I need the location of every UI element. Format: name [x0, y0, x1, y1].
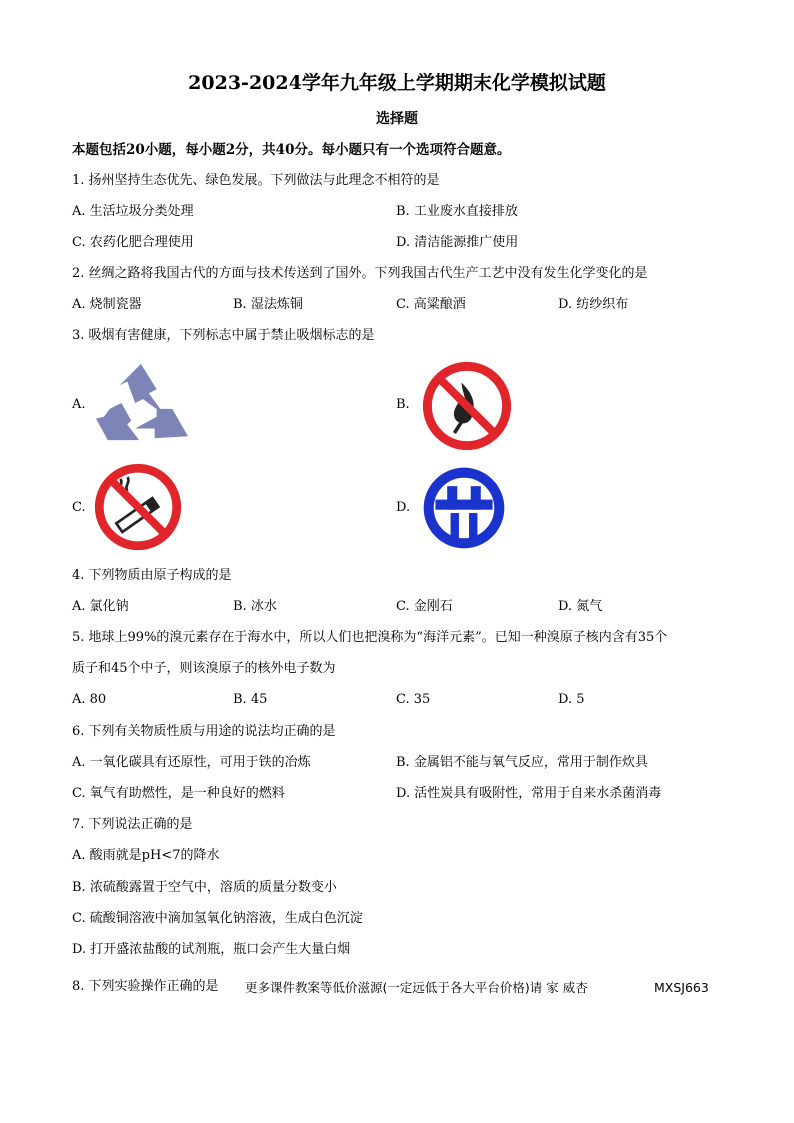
q3-option-d: D. [396, 500, 411, 515]
q6-stem: 6. 下列有关物质性质与用途的说法均正确的是 [72, 724, 336, 739]
q4-option-d: D. 氮气 [558, 599, 603, 614]
q1-option-a: A. 生活垃圾分类处理 [72, 204, 194, 219]
q2-option-d: D. 纺纱织布 [558, 297, 629, 312]
q5-option-b: B. 45 [233, 692, 268, 707]
q1-option-b: B. 工业废水直接排放 [396, 204, 518, 219]
no-fire-icon [422, 361, 512, 451]
q1-option-c: C. 农药化肥合理使用 [72, 235, 194, 250]
q7-option-a: A. 酸雨就是pH<7的降水 [72, 848, 220, 863]
instructions: 本题包括20小题，每小题2分，共40分。每小题只有一个选项符合题意。 [72, 142, 511, 158]
q7-option-b: B. 浓硫酸露置于空气中，溶质的质量分数变小 [72, 880, 337, 895]
q5-stem-line2: 质子和45个中子，则该溴原子的核外电子数为 [72, 661, 336, 676]
q4-stem: 4. 下列物质由原子构成的是 [72, 568, 232, 583]
no-smoking-icon [94, 463, 182, 551]
watermark-text: 更多课件教案等低价滋源(一定远低于各大平台价格)请 家 威杏 [245, 980, 588, 995]
q2-stem: 2. 丝绸之路将我国古代的方面与技术传送到了国外。下列我国古代生产工艺中没有发生化学变化的是 [72, 266, 648, 281]
q2-option-c: C. 高粱酿酒 [396, 297, 466, 312]
q4-option-c: C. 金刚石 [396, 599, 453, 614]
section-heading: 选择题 [376, 111, 418, 127]
q2-option-a: A. 烧制瓷器 [72, 297, 142, 312]
water-saving-icon [422, 465, 506, 551]
recycle-icon [92, 360, 190, 448]
q3-option-c: C. [72, 500, 86, 515]
q1-stem: 1. 扬州坚持生态优先、绿色发展。下列做法与此理念不相符的是 [72, 173, 440, 188]
q5-option-a: A. 80 [72, 692, 107, 707]
q4-option-a: A. 氯化钠 [72, 599, 129, 614]
q5-option-c: C. 35 [396, 692, 431, 707]
page-title: 2023-2024学年九年级上学期期末化学模拟试题 [188, 72, 606, 94]
q1-option-d: D. 清洁能源推广使用 [396, 235, 519, 250]
q3-option-a: A. [72, 397, 86, 412]
q7-option-c: C. 硫酸铜溶液中滴加氢氧化钠溶液，生成白色沉淀 [72, 911, 363, 926]
q8-stem: 8. 下列实验操作正确的是 [72, 979, 219, 994]
q6-option-c: C. 氧气有助燃性，是一种良好的燃料 [72, 786, 285, 801]
q3-stem: 3. 吸烟有害健康，下列标志中属于禁止吸烟标志的是 [72, 328, 375, 343]
q7-stem: 7. 下列说法正确的是 [72, 817, 193, 832]
q6-option-d: D. 活性炭具有吸附性，常用于自来水杀菌消毒 [396, 786, 662, 801]
q7-option-d: D. 打开盛浓盐酸的试剂瓶，瓶口会产生大量白烟 [72, 942, 351, 957]
q5-stem-line1: 5. 地球上99%的溴元素存在于海水中，所以人们也把溴称为“海洋元素”。已知一种溴原子核内含有35个 [72, 630, 668, 645]
q6-option-a: A. 一氧化碳具有还原性，可用于铁的冶炼 [72, 755, 311, 770]
q3-option-b: B. [396, 397, 410, 412]
q6-option-b: B. 金属铝不能与氧气反应，常用于制作炊具 [396, 755, 648, 770]
q5-option-d: D. 5 [558, 692, 585, 707]
watermark-code: MXSJ663 [654, 980, 709, 995]
q4-option-b: B. 冰水 [233, 599, 277, 614]
q2-option-b: B. 湿法炼铜 [233, 297, 303, 312]
